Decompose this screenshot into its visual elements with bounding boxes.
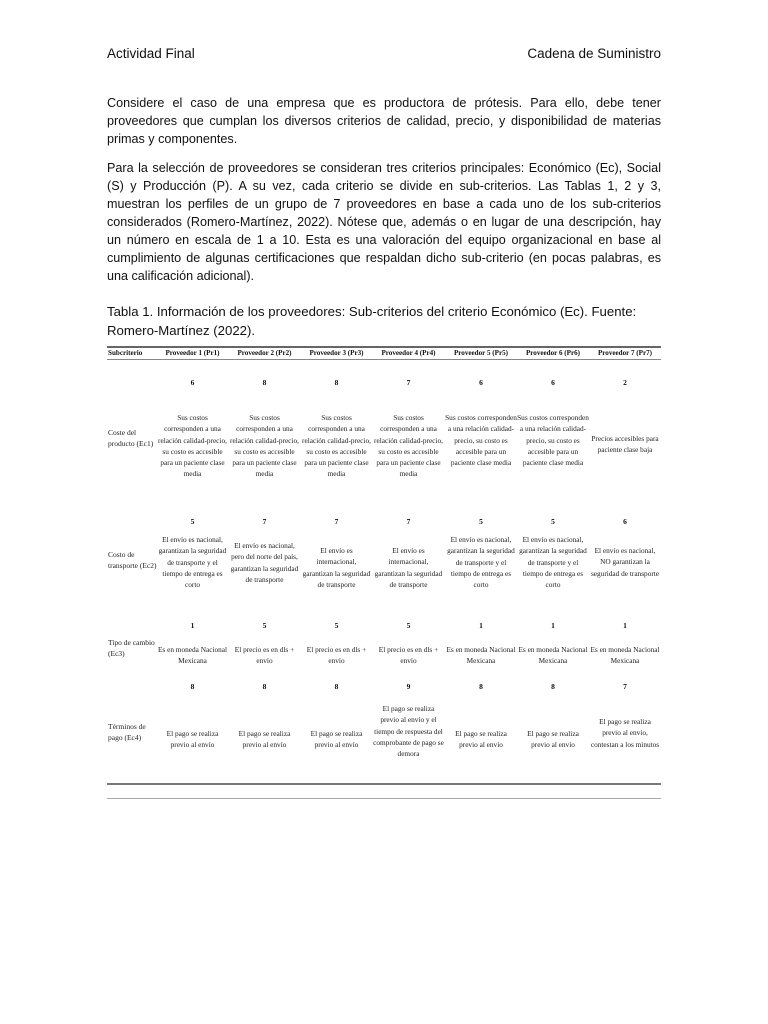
score-ec1-pr3: 8: [334, 378, 339, 387]
desc-ec1-pr5: Sus costos corresponden a una relación calidad-precio, su costo es accesible para un paciente clase media: [445, 413, 517, 468]
score-ec4-pr4: 9: [406, 682, 411, 691]
score-ec1-pr4: 7: [406, 378, 411, 387]
desc-ec2-pr3: El envío es internacional, garantizan la seguridad de transporte: [302, 546, 371, 589]
desc-ec1-pr2: Sus costos corresponden a una relación calidad-precio, su costo es accesible para un paciente clase media: [230, 413, 299, 479]
score-ec1-pr2: 8: [262, 378, 267, 387]
score-ec2-pr4: 7: [406, 517, 411, 526]
score-ec2-pr6: 5: [551, 517, 555, 526]
score-ec3-pr1: 1: [190, 621, 195, 630]
score-ec3-pr7: 1: [623, 621, 627, 630]
intro-paragraph: Considere el caso de una empresa que es productora de prótesis. Para ello, debe tener proveedores que cumplan los diversos criterios de calidad, precio, y disponibilidad de materias primas y componentes.: [107, 96, 661, 146]
desc-ec3-pr4: El precio es en dls + envío: [378, 645, 439, 666]
desc-ec4-pr3: El pago se realiza previo al envío: [310, 729, 363, 750]
table-caption: Tabla 1. Información de los proveedores: Sub-criterios del criterio Económico (Ec). Fuente: Romero-Martínez (2022).: [107, 304, 637, 338]
desc-ec3-pr1: Es en moneda Nacional Mexicana: [157, 645, 228, 666]
row-label-ec1: Coste del producto (Ec1): [108, 428, 154, 448]
desc-ec1-pr1: Sus costos corresponden a una relación calidad-precio, su costo es accesible para un paciente clase media: [158, 413, 227, 479]
desc-ec3-pr3: El precio es en dls + envío: [306, 645, 367, 666]
page-header: [107, 46, 661, 64]
desc-ec4-pr2: El pago se realiza previo al envío: [238, 729, 291, 750]
score-ec3-pr4: 5: [406, 621, 411, 630]
desc-ec2-pr2: El envío es nacional, pero del norte del país, garantizan la seguridad de transporte: [230, 541, 299, 584]
column-header-pr6: Proveedor 6 (Pr6): [525, 349, 581, 357]
score-ec4-pr3: 8: [334, 682, 339, 691]
row-label-ec4: Términos de pago (Ec4): [108, 722, 146, 742]
row-label-ec2: Costo de transporte (Ec2): [108, 550, 157, 570]
header-course-title: Cadena de Suministro: [527, 46, 661, 61]
score-ec3-pr5: 1: [479, 621, 483, 630]
table-bottom-rule: [107, 783, 661, 785]
column-header-pr1: Proveedor 1 (Pr1): [165, 349, 220, 357]
header-activity-title: Actividad Final: [107, 46, 195, 61]
desc-ec1-pr6: Sus costos corresponden a una relación calidad-precio, su costo es accesible para un paciente clase media: [517, 413, 589, 468]
score-ec4-pr6: 8: [551, 682, 555, 691]
desc-ec3-pr2: El precio es en dls + envío: [234, 645, 295, 666]
score-ec4-pr1: 8: [190, 682, 195, 691]
desc-ec1-pr3: Sus costos corresponden a una relación calidad-precio, su costo es accesible para un paciente clase media: [302, 413, 371, 479]
criteria-paragraph: Para la selección de proveedores se consideran tres criterios principales: Económico (Ec), Social (S) y Producción (P). A su vez, cada criterio se divide en sub-criterios. Las Tablas 1, 2 y 3, muestran los perfiles de un grupo de 7 proveedores en base a cada uno de los sub-criterios considerados (Romero-Martínez, 2022). Nótese que, además o en lugar de una descripción, hay un número en escala de 1 a 10. Esta es una valoración del equipo organizacional en base al cumplimiento de algunas certificaciones que respaldan dicho sub-criterio (en pocas palabras, es una calificación adicional).: [107, 161, 661, 283]
desc-ec4-pr6: El pago se realiza previo al envío: [527, 729, 579, 750]
score-ec2-pr2: 7: [262, 517, 267, 526]
score-ec2-pr5: 5: [479, 517, 483, 526]
score-ec2-pr1: 5: [190, 517, 195, 526]
column-header-pr4: Proveedor 4 (Pr4): [381, 349, 436, 357]
score-ec2-pr3: 7: [334, 517, 339, 526]
desc-ec4-pr4: El pago se realiza previo al envío y el tiempo de respuesta del comprobante de pago se demora: [373, 704, 444, 759]
desc-ec2-pr4: El envío es internacional, garantizan la seguridad de transporte: [374, 546, 443, 589]
score-ec2-pr7: 6: [623, 517, 627, 526]
column-header-pr3: Proveedor 3 (Pr3): [309, 349, 364, 357]
desc-ec3-pr5: Es en moneda Nacional Mexicana: [446, 645, 516, 666]
desc-ec2-pr5: El envío es nacional, garantizan la seguridad de transporte y el tiempo de entrega es corto: [447, 535, 515, 590]
desc-ec4-pr5: El pago se realiza previo al envío: [455, 729, 507, 750]
desc-ec2-pr7: El envío es nacional, NO garantizan la seguridad de transporte: [590, 546, 660, 578]
score-ec1-pr6: 6: [551, 378, 555, 387]
row-label-ec3: Tipo de cambio (Ec3): [108, 638, 155, 658]
column-header-pr7: Proveedor 7 (Pr7): [597, 349, 653, 357]
desc-ec2-pr1: El envío es nacional, garantizan la seguridad de transporte y el tiempo de entrega es corto: [158, 535, 227, 590]
score-ec4-pr7: 7: [623, 682, 627, 691]
desc-ec3-pr6: Es en moneda Nacional Mexicana: [518, 645, 588, 666]
column-header-pr2: Proveedor 2 (Pr2): [237, 349, 292, 357]
score-ec1-pr1: 6: [190, 378, 195, 387]
table-header-rule: [107, 359, 661, 360]
score-ec1-pr5: 6: [479, 378, 483, 387]
score-ec1-pr7: 2: [623, 378, 627, 387]
score-ec3-pr6: 1: [551, 621, 555, 630]
column-header-pr5: Proveedor 5 (Pr5): [453, 349, 509, 357]
desc-ec3-pr7: Es en moneda Nacional Mexicana: [590, 645, 660, 666]
score-ec4-pr5: 8: [479, 682, 483, 691]
desc-ec4-pr7: El pago se realiza previo al envío, contestan a los minutos: [590, 717, 660, 749]
desc-ec1-pr7: Precios accesibles para paciente clase baja: [591, 434, 659, 455]
column-header-subcriterio: Subcriterio: [108, 349, 143, 357]
desc-ec4-pr1: El pago se realiza previo al envío: [166, 729, 219, 750]
score-ec3-pr3: 5: [334, 621, 339, 630]
score-ec3-pr2: 5: [262, 621, 267, 630]
desc-ec1-pr4: Sus costos corresponden a una relación calidad-precio, su costo es accesible para un paciente clase media: [374, 413, 443, 479]
table-bottom-rule-secondary: [107, 798, 661, 799]
supplier-table: [107, 346, 661, 801]
score-ec4-pr2: 8: [262, 682, 267, 691]
desc-ec2-pr6: El envío es nacional, garantizan la seguridad de transporte y el tiempo de entrega es corto: [519, 535, 587, 590]
